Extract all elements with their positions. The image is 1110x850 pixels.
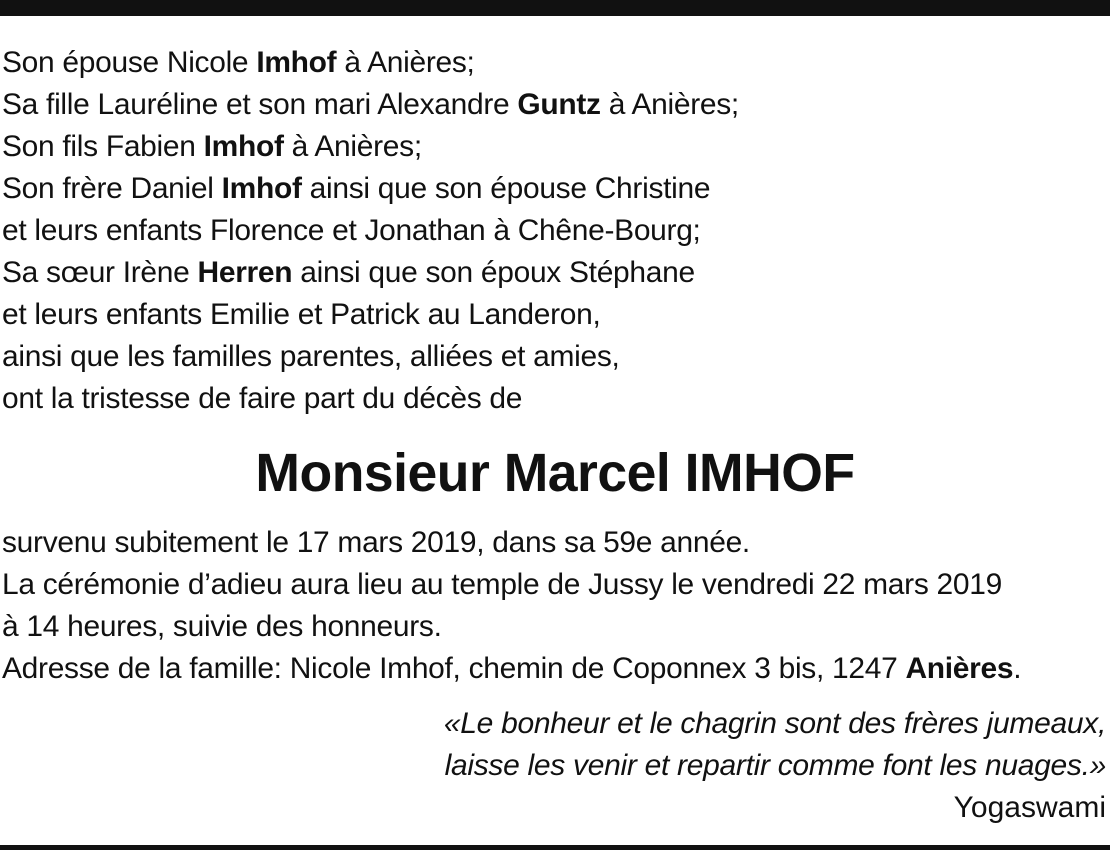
- details-line-4: Adresse de la famille: Nicole Imhof, chemin de Coponnex 3 bis, 1247 Anières.: [2, 652, 1022, 685]
- surname: Imhof: [203, 130, 284, 163]
- quote-line-1: «Le bonheur et le chagrin sont des frères jumeaux,: [443, 707, 1106, 740]
- quote-line-2: laisse les venir et repartir comme font les nuages.»: [444, 749, 1106, 782]
- surname: Guntz: [517, 88, 601, 121]
- details-line-1: survenu subitement le 17 mars 2019, dans sa 59e année.: [2, 526, 750, 559]
- details-line-3: à 14 heures, suivie des honneurs.: [2, 610, 442, 643]
- intro-line-4: Son frère Daniel Imhof ainsi que son épouse Christine: [2, 172, 711, 205]
- intro-line-8: ainsi que les familles parentes, alliées et amies,: [2, 340, 620, 373]
- bottom-rule: [0, 845, 1110, 850]
- surname: Imhof: [256, 46, 337, 79]
- ceremony-details: [2, 522, 1108, 690]
- intro-line-7: et leurs enfants Emilie et Patrick au Landeron,: [2, 298, 601, 331]
- intro-line-5: et leurs enfants Florence et Jonathan à Chêne-Bourg;: [2, 214, 701, 247]
- family-announcement: [2, 42, 1108, 420]
- intro-line-9: ont la tristesse de faire part du décès de: [2, 382, 523, 415]
- quotation: [444, 703, 1106, 829]
- town: Anières: [905, 652, 1014, 685]
- surname: Imhof: [221, 172, 302, 205]
- deceased-name: Monsieur Marcel IMHOF: [255, 443, 855, 503]
- intro-line-1: Son épouse Nicole Imhof à Anières;: [2, 46, 475, 79]
- surname: Herren: [197, 256, 293, 289]
- top-rule: [0, 0, 1110, 16]
- details-line-2: La cérémonie d’adieu aura lieu au temple de Jussy le vendredi 22 mars 2019: [2, 568, 1002, 601]
- intro-line-3: Son fils Fabien Imhof à Anières;: [2, 130, 422, 163]
- intro-line-2: Sa fille Lauréline et son mari Alexandre Guntz à Anières;: [2, 88, 739, 121]
- quote-author: Yogaswami: [953, 791, 1106, 824]
- intro-line-6: Sa sœur Irène Herren ainsi que son époux Stéphane: [2, 256, 695, 289]
